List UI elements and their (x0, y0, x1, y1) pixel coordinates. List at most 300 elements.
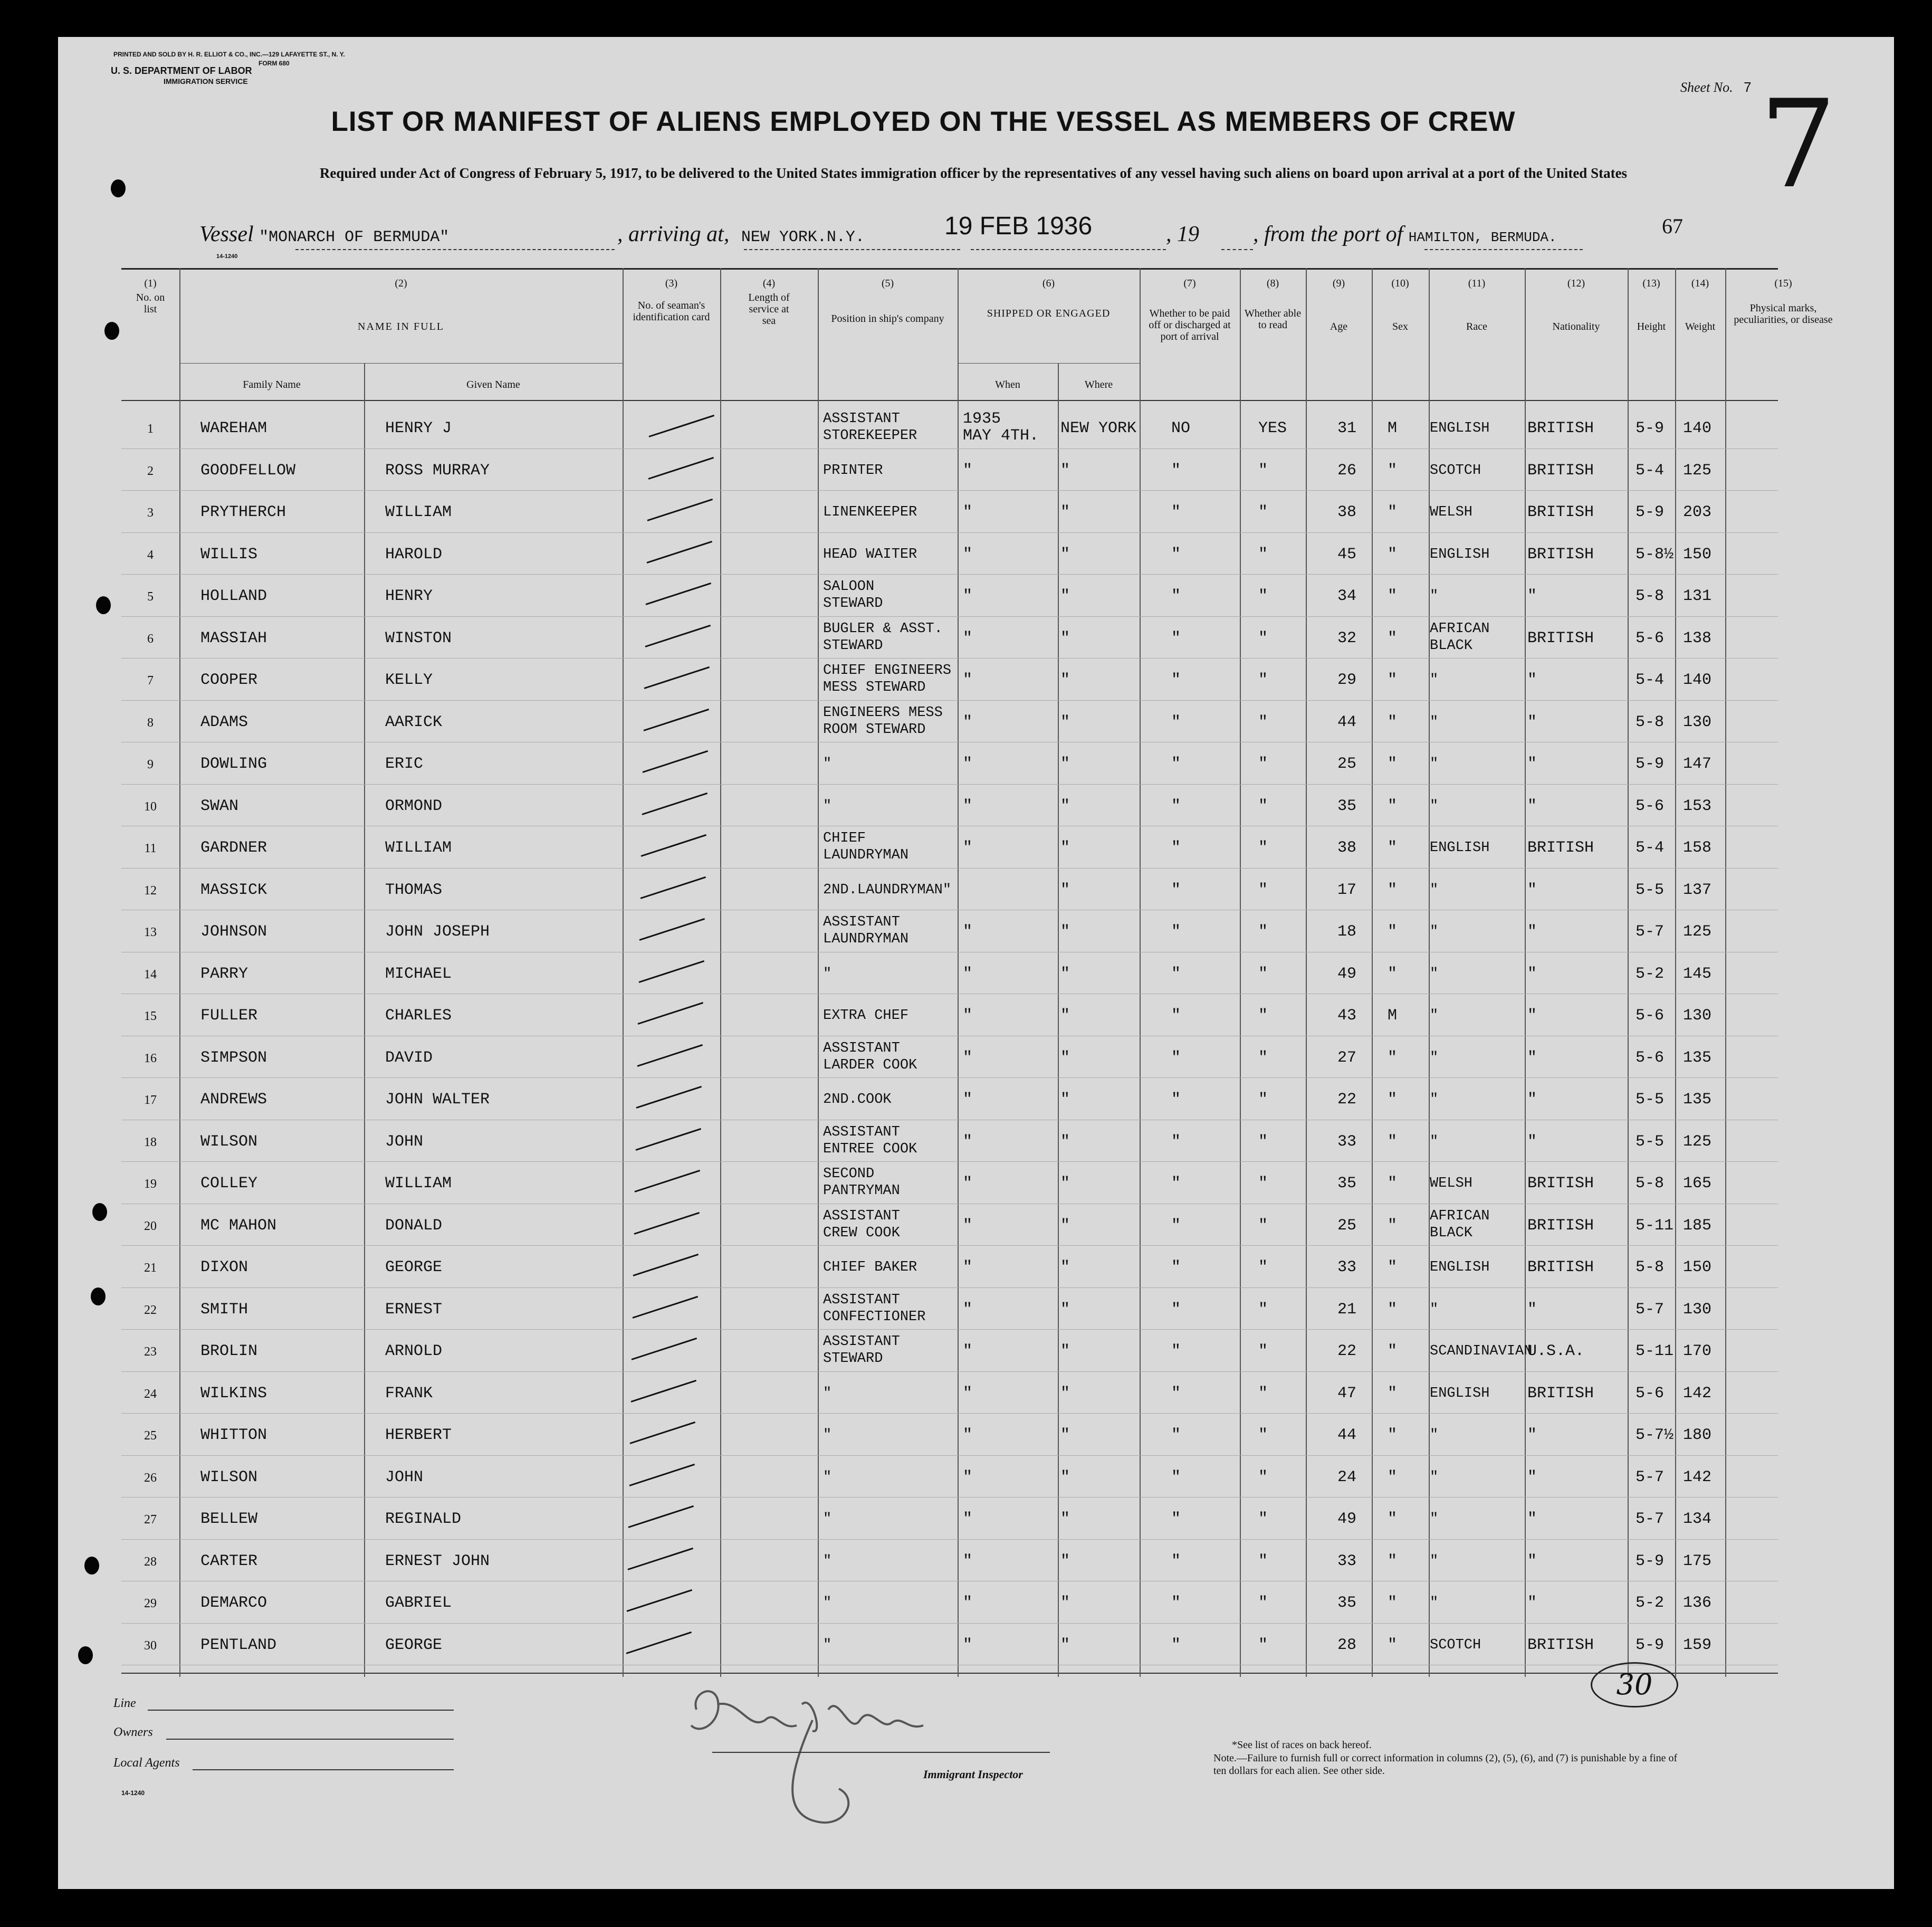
row-able-to-read: " (1258, 1510, 1268, 1528)
row-race: WELSH (1430, 1176, 1473, 1191)
row-family-name: DOWLING (200, 755, 267, 773)
row-age: 38 (1337, 839, 1357, 857)
column-rule (1240, 268, 1241, 1677)
row-nationality: U.S.A. (1527, 1342, 1585, 1360)
row-shipped-when: " (963, 713, 973, 731)
row-race: " (1430, 588, 1439, 604)
row-nationality: BRITISH (1527, 1636, 1594, 1654)
header-seaman-id: No. of seaman's identification card (633, 300, 710, 323)
row-nationality: BRITISH (1527, 503, 1594, 521)
row-sex: " (1388, 671, 1398, 689)
row-nationality: BRITISH (1527, 629, 1594, 647)
row-shipped-where: " (1060, 461, 1070, 480)
row-given-name: JOHN (385, 1132, 424, 1151)
row-shipped-when: " (963, 1384, 973, 1403)
column-rule (1306, 268, 1307, 1677)
printer-line: PRINTED AND SOLD BY H. R. ELLIOT & CO., INC.—129 LAFAYETTE ST., N. Y. (113, 51, 345, 58)
row-able-to-read: " (1258, 1594, 1268, 1612)
row-position: " (823, 1511, 832, 1527)
row-number: 24 (144, 1387, 157, 1401)
column-number: (4) (762, 278, 776, 289)
row-race: WELSH (1430, 504, 1473, 520)
vessel-underline (295, 249, 615, 250)
row-shipped-where: " (1060, 1594, 1070, 1612)
row-position: ASSISTANT STEWARD (823, 1334, 900, 1367)
row-given-name: ORMOND (385, 797, 443, 815)
row-position: ASSISTANT CONFECTIONER (823, 1292, 926, 1325)
row-sex: " (1388, 1216, 1398, 1235)
row-height: 5-5 (1635, 881, 1665, 899)
row-height: 5-4 (1635, 839, 1665, 857)
row-number: 10 (144, 799, 157, 814)
row-position: ASSISTANT LAUNDRYMAN (823, 914, 909, 947)
row-height: 5-6 (1635, 797, 1665, 815)
column-rule (720, 268, 721, 1677)
row-able-to-read: " (1258, 1132, 1268, 1151)
row-age: 27 (1337, 1048, 1357, 1067)
row-weight: 130 (1683, 1007, 1712, 1025)
row-age: 26 (1337, 461, 1357, 480)
row-weight: 140 (1683, 419, 1712, 437)
row-number: 16 (144, 1051, 157, 1065)
row-able-to-read: " (1258, 1384, 1268, 1403)
from-port-label: , from the port of (1253, 222, 1403, 246)
row-family-name: GARDNER (200, 839, 267, 857)
row-sex: " (1388, 545, 1398, 564)
row-weight: 180 (1683, 1426, 1712, 1444)
row-given-name: ERNEST JOHN (385, 1552, 490, 1570)
row-position: ASSISTANT ENTREE COOK (823, 1124, 917, 1157)
row-shipped-where: " (1060, 1175, 1070, 1193)
column-rule (364, 363, 365, 1677)
service-label: IMMIGRATION SERVICE (164, 77, 248, 85)
row-nationality: BRITISH (1527, 461, 1594, 480)
row-number: 11 (144, 842, 157, 855)
local-agents-underline (193, 1769, 454, 1770)
row-family-name: GOODFELLOW (200, 461, 296, 480)
inspector-underline (712, 1752, 1050, 1753)
row-weight: 134 (1683, 1510, 1712, 1528)
row-sex: M (1388, 419, 1398, 437)
row-weight: 125 (1683, 923, 1712, 941)
row-able-to-read: " (1258, 1636, 1268, 1654)
column-number: (3) (665, 278, 678, 289)
row-position: " (823, 1427, 832, 1443)
binder-hole (111, 179, 126, 197)
row-position: " (823, 1553, 832, 1569)
id-card-slash-mark (632, 1295, 698, 1318)
id-card-slash-mark (638, 960, 704, 982)
row-age: 31 (1337, 419, 1357, 437)
row-able-to-read: " (1258, 1048, 1268, 1067)
id-card-slash-mark (637, 1044, 703, 1066)
row-height: 5-4 (1635, 671, 1665, 689)
row-shipped-when: " (963, 965, 973, 983)
row-height: 5-6 (1635, 1048, 1665, 1067)
row-nationality: BRITISH (1527, 1258, 1594, 1276)
row-sex: " (1388, 1426, 1398, 1444)
row-shipped-where: " (1060, 1258, 1070, 1276)
row-weight: 158 (1683, 839, 1712, 857)
row-age: 43 (1337, 1007, 1357, 1025)
row-position: PRINTER (823, 462, 883, 479)
row-nationality: " (1527, 965, 1537, 983)
row-sex: " (1388, 461, 1398, 480)
row-height: 5-8 (1635, 1175, 1665, 1193)
row-rule (121, 1623, 1778, 1624)
row-age: 38 (1337, 503, 1357, 521)
local-agents-label: Local Agents (113, 1756, 180, 1770)
row-number: 30 (144, 1638, 157, 1653)
row-sex: " (1388, 755, 1398, 773)
row-shipped-where: " (1060, 1300, 1070, 1319)
row-age: 25 (1337, 755, 1357, 773)
row-able-to-read: " (1258, 587, 1268, 605)
row-nationality: " (1527, 881, 1537, 899)
row-race: " (1430, 1092, 1439, 1108)
row-family-name: MASSICK (200, 881, 267, 899)
row-given-name: DONALD (385, 1216, 443, 1235)
row-weight: 130 (1683, 1300, 1712, 1319)
id-card-slash-mark (642, 792, 707, 815)
id-card-slash-mark (643, 708, 709, 731)
row-age: 33 (1337, 1132, 1357, 1151)
row-rule (121, 616, 1778, 617)
header-name-in-full: NAME IN FULL (358, 321, 444, 332)
row-shipped-when: " (963, 1426, 973, 1444)
row-shipped-when: " (963, 1300, 973, 1319)
column-number: (6) (1042, 278, 1055, 289)
row-weight: 135 (1683, 1091, 1712, 1109)
row-shipped-when: " (963, 839, 973, 857)
row-paid-off: " (1171, 755, 1181, 773)
id-card-slash-mark (643, 750, 709, 773)
column-rule (1058, 363, 1059, 1677)
row-weight: 142 (1683, 1384, 1712, 1403)
column-number: (11) (1468, 278, 1486, 289)
row-nationality: " (1527, 587, 1537, 605)
row-nationality: " (1527, 1594, 1537, 1612)
row-age: 34 (1337, 587, 1357, 605)
row-sex: " (1388, 1342, 1398, 1360)
row-nationality: " (1527, 1300, 1537, 1319)
row-shipped-when: " (963, 503, 973, 521)
from-port: HAMILTON, BERMUDA. (1408, 230, 1557, 245)
row-number: 20 (144, 1219, 157, 1233)
row-number: 15 (144, 1009, 157, 1023)
header-able-to-read: Whether able to read (1244, 308, 1302, 331)
row-height: 5-9 (1635, 755, 1665, 773)
row-family-name: ANDREWS (200, 1091, 267, 1109)
row-rule (121, 700, 1778, 701)
row-family-name: MASSIAH (200, 629, 267, 647)
row-sex: " (1388, 1175, 1398, 1193)
row-weight: 203 (1683, 503, 1712, 521)
row-family-name: BROLIN (200, 1342, 258, 1360)
row-age: 45 (1337, 545, 1357, 564)
row-sex: " (1388, 923, 1398, 941)
row-position: BUGLER & ASST. STEWARD (823, 621, 943, 654)
row-family-name: SMITH (200, 1300, 248, 1319)
row-shipped-when: " (963, 1636, 973, 1654)
binder-hole (96, 596, 111, 614)
footer-form-code: 14-1240 (121, 1789, 145, 1797)
row-sex: " (1388, 503, 1398, 521)
row-family-name: WAREHAM (200, 419, 267, 437)
row-able-to-read: " (1258, 1216, 1268, 1235)
row-given-name: HENRY (385, 587, 433, 605)
row-sex: " (1388, 839, 1398, 857)
row-able-to-read: " (1258, 755, 1268, 773)
row-given-name: CHARLES (385, 1007, 452, 1025)
row-given-name: WILLIAM (385, 1175, 452, 1193)
row-shipped-when: " (963, 1594, 973, 1612)
row-weight: 131 (1683, 587, 1712, 605)
form-subtitle: Required under Act of Congress of February 5, 1917, to be delivered to the United States immigration officer by the representatives of any vessel having such aliens on board upon arrival at a port of the United States (319, 165, 1628, 181)
row-weight: 150 (1683, 1258, 1712, 1276)
row-paid-off: NO (1171, 419, 1191, 437)
row-shipped-where: " (1060, 923, 1070, 941)
row-position: ENGINEERS MESS ROOM STEWARD (823, 704, 943, 738)
row-paid-off: " (1171, 1300, 1181, 1319)
row-given-name: ROSS MURRAY (385, 461, 490, 480)
row-age: 18 (1337, 923, 1357, 941)
row-family-name: ADAMS (200, 713, 248, 731)
row-family-name: PENTLAND (200, 1636, 277, 1654)
row-race: ENGLISH (1430, 546, 1490, 562)
row-able-to-read: " (1258, 461, 1268, 480)
row-weight: 165 (1683, 1175, 1712, 1193)
row-shipped-when: " (963, 671, 973, 689)
column-rule (1525, 268, 1526, 1677)
id-card-slash-mark (636, 1086, 702, 1109)
row-shipped-where: " (1060, 797, 1070, 815)
row-height: 5-11 (1635, 1216, 1674, 1235)
header-height: Height (1637, 321, 1666, 332)
table-top-rule (121, 268, 1778, 270)
row-position: ASSISTANT STOREKEEPER (823, 411, 917, 444)
row-position: " (823, 1637, 832, 1653)
circled-total-value: 30 (1616, 1668, 1653, 1701)
form-code: 14-1240 (216, 253, 238, 260)
crew-table (121, 268, 1833, 1677)
row-age: 28 (1337, 1636, 1357, 1654)
row-paid-off: " (1171, 1216, 1181, 1235)
row-nationality: " (1527, 1510, 1537, 1528)
row-able-to-read: " (1258, 881, 1268, 899)
row-sex: " (1388, 1258, 1398, 1276)
id-card-slash-mark (635, 1170, 701, 1193)
row-paid-off: " (1171, 1384, 1181, 1403)
row-nationality: BRITISH (1527, 839, 1594, 857)
row-able-to-read: " (1258, 1007, 1268, 1025)
handwritten-sheet-number: 7 (1759, 74, 1837, 215)
row-rule (121, 532, 1778, 533)
header-nationality: Nationality (1552, 321, 1600, 332)
row-race: " (1430, 1008, 1439, 1024)
row-sex: " (1388, 1552, 1398, 1570)
row-nationality: " (1527, 1132, 1537, 1151)
row-position: ASSISTANT CREW COOK (823, 1208, 900, 1241)
row-nationality: " (1527, 923, 1537, 941)
row-able-to-read: " (1258, 545, 1268, 564)
row-nationality: " (1527, 1048, 1537, 1067)
row-height: 5-5 (1635, 1132, 1665, 1151)
row-weight: 170 (1683, 1342, 1712, 1360)
row-able-to-read: " (1258, 1258, 1268, 1276)
row-nationality: BRITISH (1527, 545, 1594, 564)
row-shipped-when: " (963, 1510, 973, 1528)
row-given-name: REGINALD (385, 1510, 462, 1528)
row-paid-off: " (1171, 1132, 1181, 1151)
row-race: " (1430, 924, 1439, 940)
id-card-slash-mark (632, 1338, 697, 1360)
row-sex: " (1388, 587, 1398, 605)
circled-total (1591, 1662, 1678, 1707)
row-number: 6 (147, 632, 154, 646)
row-weight: 145 (1683, 965, 1712, 983)
row-age: 35 (1337, 1175, 1357, 1193)
id-card-slash-mark (627, 1547, 693, 1570)
row-paid-off: " (1171, 713, 1181, 731)
row-position: " (823, 1385, 832, 1401)
row-position: LINENKEEPER (823, 504, 917, 520)
row-position: " (823, 1595, 832, 1611)
row-given-name: HERBERT (385, 1426, 452, 1444)
binder-hole (84, 1557, 99, 1575)
row-sex: " (1388, 1132, 1398, 1151)
row-number: 5 (147, 590, 154, 604)
row-weight: 159 (1683, 1636, 1712, 1654)
row-height: 5-8½ (1635, 545, 1674, 564)
header-where: Where (1084, 379, 1113, 390)
inspector-signature (681, 1673, 976, 1847)
header-weight: Weight (1685, 321, 1716, 332)
row-race: " (1430, 1553, 1439, 1569)
row-shipped-where: " (1060, 671, 1070, 689)
row-nationality: BRITISH (1527, 1175, 1594, 1193)
row-able-to-read: " (1258, 1175, 1268, 1193)
column-number: (2) (395, 278, 407, 289)
row-weight: 125 (1683, 461, 1712, 480)
side-note: 67 (1662, 214, 1683, 238)
row-family-name: WHITTON (200, 1426, 267, 1444)
row-paid-off: " (1171, 1342, 1181, 1360)
row-age: 47 (1337, 1384, 1357, 1403)
row-race: AFRICAN BLACK (1430, 621, 1490, 654)
binder-hole (104, 322, 119, 340)
vessel-name: "MONARCH OF BERMUDA" (259, 228, 449, 246)
row-shipped-where: " (1060, 545, 1070, 564)
id-card-slash-mark (630, 1422, 696, 1444)
row-position: CHIEF LAUNDRYMAN (823, 831, 909, 863)
sheet-number-label: Sheet No. (1680, 80, 1733, 95)
binder-hole (78, 1646, 93, 1664)
row-given-name: AARICK (385, 713, 443, 731)
row-height: 5-4 (1635, 461, 1665, 480)
row-height: 5-11 (1635, 1342, 1674, 1360)
row-height: 5-6 (1635, 1384, 1665, 1403)
row-age: 17 (1337, 881, 1357, 899)
from-port-underline (1424, 249, 1583, 250)
row-rule (121, 1371, 1778, 1372)
id-card-slash-mark (646, 540, 712, 563)
date-stamp-line (944, 214, 1092, 240)
id-card-slash-mark (649, 415, 715, 437)
row-shipped-where: " (1060, 1091, 1070, 1109)
row-shipped-where: " (1060, 587, 1070, 605)
id-card-slash-mark (646, 583, 712, 605)
row-sex: " (1388, 1048, 1398, 1067)
row-shipped-where: " (1060, 1007, 1070, 1025)
row-able-to-read: " (1258, 713, 1268, 731)
row-given-name: WINSTON (385, 629, 452, 647)
row-shipped-when: " (963, 755, 973, 773)
row-shipped-when: " (963, 545, 973, 564)
row-number: 29 (144, 1597, 157, 1610)
row-sex: " (1388, 881, 1398, 899)
row-able-to-read: YES (1258, 419, 1287, 437)
row-shipped-where: " (1060, 965, 1070, 983)
row-shipped-where: " (1060, 1636, 1070, 1654)
id-card-slash-mark (626, 1631, 692, 1654)
row-age: 33 (1337, 1552, 1357, 1570)
column-number: (12) (1567, 278, 1585, 289)
row-age: 35 (1337, 1594, 1357, 1612)
row-weight: 138 (1683, 629, 1712, 647)
column-number: (14) (1691, 278, 1709, 289)
row-number: 13 (144, 926, 157, 939)
row-shipped-where: " (1060, 1048, 1070, 1067)
row-position: CHIEF ENGINEERS MESS STEWARD (823, 663, 952, 695)
row-paid-off: " (1171, 1175, 1181, 1193)
row-paid-off: " (1171, 1091, 1181, 1109)
owners-label: Owners (113, 1725, 153, 1739)
row-shipped-when: " (963, 1468, 973, 1486)
races-note: *See list of races on back hereof. (1232, 1739, 1372, 1751)
line-underline (148, 1710, 454, 1711)
row-able-to-read: " (1258, 965, 1268, 983)
id-card-slash-mark (645, 624, 711, 647)
row-rule (121, 1455, 1778, 1456)
row-shipped-where: NEW YORK (1060, 419, 1137, 437)
row-number: 3 (147, 506, 154, 520)
row-weight: 185 (1683, 1216, 1712, 1235)
id-card-slash-mark (639, 918, 705, 941)
row-race: ENGLISH (1430, 421, 1490, 436)
row-able-to-read: " (1258, 1552, 1268, 1570)
column-number: (10) (1391, 278, 1409, 289)
row-position: CHIEF BAKER (823, 1260, 917, 1275)
row-shipped-when: " (963, 629, 973, 647)
row-paid-off: " (1171, 1007, 1181, 1025)
id-card-slash-mark (635, 1128, 701, 1150)
row-nationality: BRITISH (1527, 1216, 1594, 1235)
column-rule (623, 268, 624, 1677)
row-age: 24 (1337, 1468, 1357, 1486)
row-given-name: DAVID (385, 1048, 433, 1067)
row-age: 44 (1337, 713, 1357, 731)
id-card-slash-mark (628, 1505, 694, 1528)
row-height: 5-8 (1635, 713, 1665, 731)
row-shipped-where: " (1060, 1552, 1070, 1570)
row-shipped-when: " (963, 1258, 973, 1276)
row-paid-off: " (1171, 839, 1181, 857)
id-card-slash-mark (647, 499, 713, 521)
row-nationality: " (1527, 671, 1537, 689)
owners-underline (166, 1739, 454, 1740)
row-given-name: ERNEST (385, 1300, 443, 1319)
